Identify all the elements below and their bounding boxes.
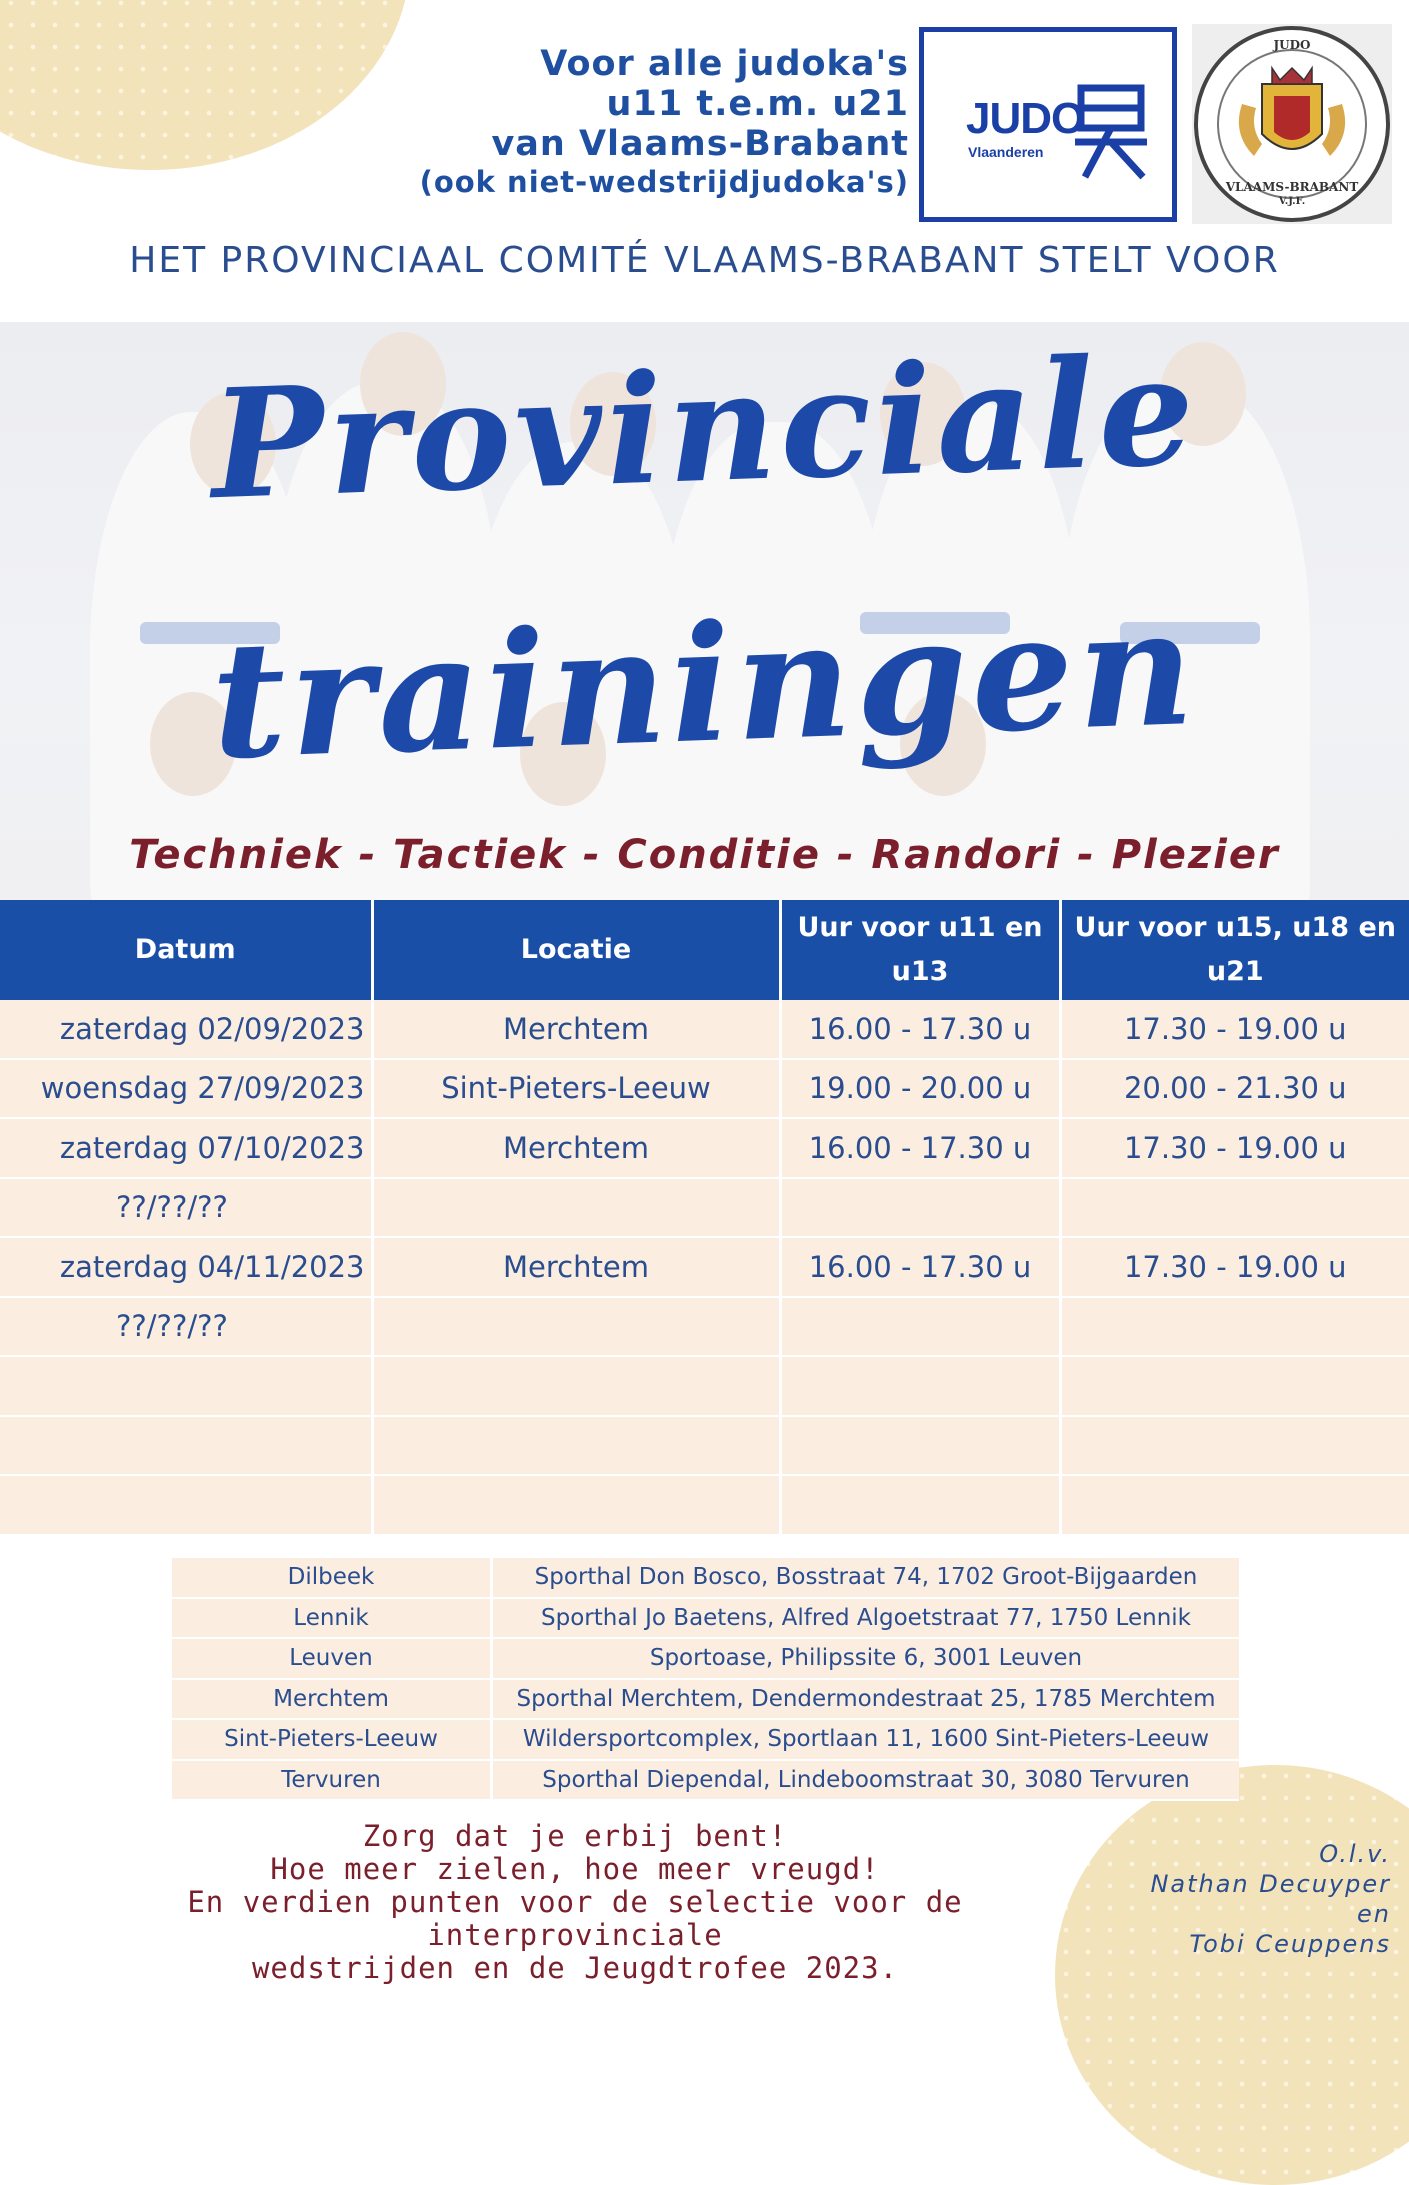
table-row — [172, 1719, 1239, 1760]
cell-date: woensdag 27/09/2023 — [0, 1059, 372, 1119]
cell-date — [0, 1475, 372, 1535]
cell-date: zaterdag 04/11/2023 — [0, 1237, 372, 1297]
location-city: Tervuren — [172, 1760, 492, 1801]
header-time-u11-u13: Uur voor u11 en u13 — [780, 900, 1060, 1000]
seal-bottom-text: VLAAMS-BRABANT — [1225, 180, 1359, 194]
header-time-u15-u21: Uur voor u15, u18 en u21 — [1060, 900, 1409, 1000]
cell-time-young: 16.00 - 17.30 u — [780, 1237, 1060, 1297]
cell-location — [372, 1356, 780, 1416]
cell-time-young — [780, 1416, 1060, 1476]
header-location: Locatie — [372, 900, 780, 1000]
decorative-blob-top — [0, 0, 410, 170]
cell-time-old: 17.30 - 19.00 u — [1060, 1237, 1409, 1297]
judo-vlaanderen-logo — [919, 27, 1177, 222]
seal-initials-text: V.J.F. — [1278, 196, 1306, 207]
cell-time-young: 16.00 - 17.30 u — [780, 1000, 1060, 1059]
cell-time-old — [1060, 1416, 1409, 1476]
credits-line-1: O.l.v. — [1319, 1840, 1391, 1868]
locations-table — [172, 1558, 1239, 1801]
title-line-1: Provinciale — [208, 322, 1201, 534]
training-schedule-table — [0, 900, 1409, 1536]
credits-line-2: Nathan Decuyper — [1150, 1870, 1391, 1898]
cell-location: Merchtem — [372, 1000, 780, 1059]
credits-line-4: Tobi Ceuppens — [1189, 1930, 1391, 1958]
cell-time-old — [1060, 1475, 1409, 1535]
table-row — [0, 1178, 1409, 1238]
schedule-header-row — [0, 900, 1409, 1000]
location-city: Dilbeek — [172, 1558, 492, 1598]
location-address: Sportoase, Philipssite 6, 3001 Leuven — [492, 1638, 1240, 1679]
audience-line-4: (ook niet-wedstrijdjudoka's) — [419, 165, 909, 199]
location-address: Sporthal Merchtem, Dendermondestraat 25, 1785 Merchtem — [492, 1679, 1240, 1720]
footer-message — [40, 1820, 1110, 1985]
location-address: Sporthal Jo Baetens, Alfred Algoetstraat 77, 1750 Lennik — [492, 1598, 1240, 1639]
cell-location: Merchtem — [372, 1118, 780, 1178]
judo-logo-subtitle: Vlaanderen — [968, 144, 1044, 160]
table-row — [0, 1297, 1409, 1357]
table-row — [0, 1356, 1409, 1416]
cell-time-young — [780, 1178, 1060, 1238]
cell-location: Merchtem — [372, 1237, 780, 1297]
cell-time-young: 19.00 - 20.00 u — [780, 1059, 1060, 1119]
judo-logo-word: JUDO — [966, 94, 1085, 143]
committee-subtitle: HET PROVINCIAAL COMITÉ VLAAMS-BRABANT STELT VOOR — [129, 240, 1280, 281]
audience-line-1: Voor alle judoka's — [540, 44, 909, 84]
audience-heading — [420, 44, 909, 200]
location-address: Sporthal Don Bosco, Bosstraat 74, 1702 Groot-Bijgaarden — [492, 1558, 1240, 1598]
cell-date: zaterdag 07/10/2023 — [0, 1118, 372, 1178]
cell-time-old: 17.30 - 19.00 u — [1060, 1118, 1409, 1178]
seal-top-text: JUDO — [1273, 38, 1311, 52]
footer-line-2: Hoe meer zielen, hoe meer vreugd! — [270, 1852, 880, 1886]
audience-line-2: u11 t.e.m. u21 — [606, 84, 909, 124]
credits-line-3: en — [1357, 1900, 1391, 1928]
location-address: Wildersportcomplex, Sportlaan 11, 1600 Sint-Pieters-Leeuw — [492, 1719, 1240, 1760]
location-city: Leuven — [172, 1638, 492, 1679]
table-row — [0, 1059, 1409, 1119]
cell-date — [0, 1416, 372, 1476]
seal-emblem-icon — [1192, 24, 1392, 224]
cell-location — [372, 1178, 780, 1238]
table-row — [172, 1598, 1239, 1639]
cell-date: ??/??/?? — [0, 1178, 372, 1238]
cell-time-young: 16.00 - 17.30 u — [780, 1118, 1060, 1178]
tagline: Techniek - Tactiek - Conditie - Randori - Plezier — [129, 832, 1280, 878]
table-row — [172, 1558, 1239, 1598]
cell-location — [372, 1297, 780, 1357]
location-city: Lennik — [172, 1598, 492, 1639]
location-address: Sporthal Diependal, Lindeboomstraat 30, 3080 Tervuren — [492, 1760, 1240, 1801]
cell-location — [372, 1475, 780, 1535]
location-city: Sint-Pieters-Leeuw — [172, 1719, 492, 1760]
cell-time-young — [780, 1356, 1060, 1416]
cell-time-young — [780, 1475, 1060, 1535]
footer-line-4: wedstrijden en de Jeugdtrofee 2023. — [251, 1951, 899, 1985]
footer-line-1: Zorg dat je erbij bent! — [362, 1819, 788, 1853]
table-row — [172, 1760, 1239, 1801]
table-row — [0, 1000, 1409, 1059]
cell-date: ??/??/?? — [0, 1297, 372, 1357]
judo-glyph-icon — [1071, 82, 1151, 182]
table-row — [172, 1638, 1239, 1679]
cell-time-old: 20.00 - 21.30 u — [1060, 1059, 1409, 1119]
cell-time-old — [1060, 1178, 1409, 1238]
table-row — [0, 1118, 1409, 1178]
table-row — [0, 1475, 1409, 1535]
cell-time-old: 17.30 - 19.00 u — [1060, 1000, 1409, 1059]
trainer-credits — [1150, 1839, 1391, 1959]
table-row — [0, 1237, 1409, 1297]
cell-location: Sint-Pieters-Leeuw — [372, 1059, 780, 1119]
table-row — [172, 1679, 1239, 1720]
cell-time-young — [780, 1297, 1060, 1357]
location-city: Merchtem — [172, 1679, 492, 1720]
cell-time-old — [1060, 1297, 1409, 1357]
table-row — [0, 1416, 1409, 1476]
cell-date — [0, 1356, 372, 1416]
cell-date: zaterdag 02/09/2023 — [0, 1000, 372, 1059]
footer-line-3: En verdien punten voor de selectie voor de interprovinciale — [187, 1885, 963, 1952]
header-date: Datum — [0, 900, 372, 1000]
cell-location — [372, 1416, 780, 1476]
audience-line-3: van Vlaams-Brabant — [491, 124, 909, 164]
title-line-2: trainingen — [208, 572, 1201, 796]
vjf-vlaams-brabant-seal — [1192, 24, 1392, 224]
cell-time-old — [1060, 1356, 1409, 1416]
